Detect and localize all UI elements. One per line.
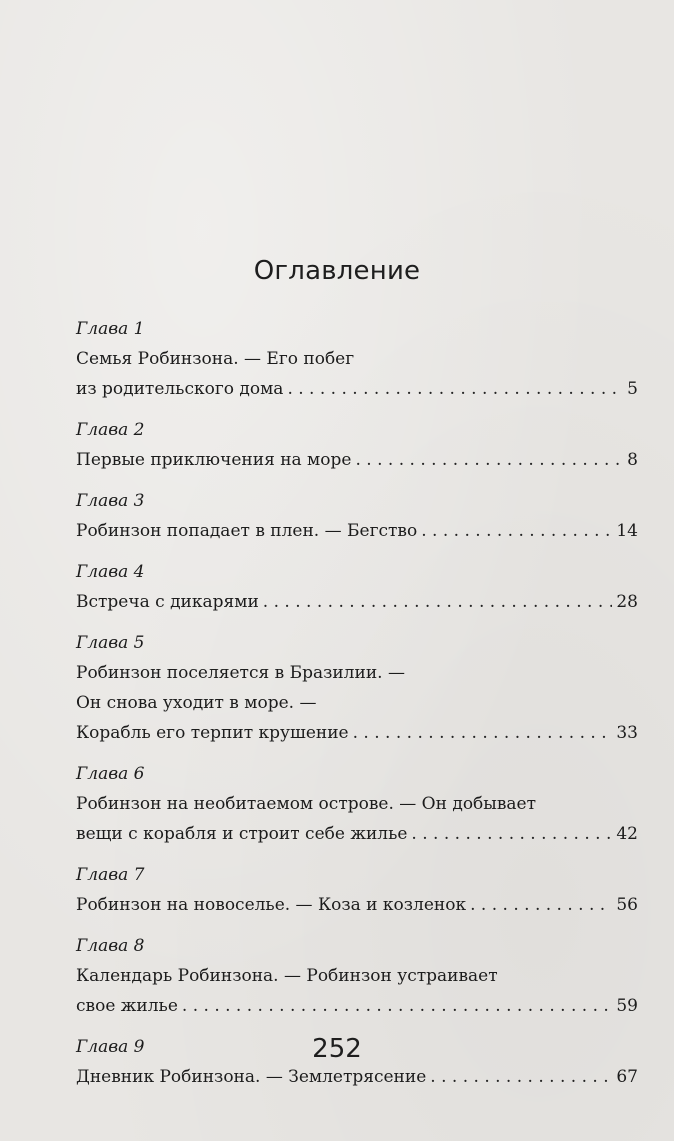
chapter-title-final-line (76, 991, 638, 1021)
dot-leader (182, 991, 612, 1021)
chapter-title-line: Он снова уходит в море. — (76, 693, 317, 713)
chapter-title-final-line (76, 1062, 638, 1092)
toc-entry (76, 628, 638, 748)
chapter-label: Глава 1 (76, 319, 145, 339)
chapter-title-text: Дневник Робинзона. — Землетрясение (76, 1067, 427, 1087)
chapter-label: Глава 6 (76, 764, 145, 784)
chapter-title-final-line (76, 819, 638, 849)
chapter-page-number: 67 (616, 1067, 638, 1087)
chapter-title-text: Встреча с дикарями (76, 592, 259, 612)
chapter-label: Глава 2 (76, 420, 145, 440)
dot-leader (287, 374, 623, 404)
table-of-contents (76, 314, 638, 1103)
toc-entry (76, 759, 638, 849)
chapter-page-number: 28 (616, 592, 638, 612)
toc-entry (76, 314, 638, 404)
chapter-title-line: Семья Робинзона. — Его побег (76, 349, 355, 369)
toc-entry (76, 415, 638, 475)
chapter-title-final-line (76, 374, 638, 404)
toc-entry (76, 486, 638, 546)
toc-entry (76, 557, 638, 617)
chapter-title-text: свое жилье (76, 996, 178, 1016)
chapter-page-number: 42 (616, 824, 638, 844)
toc-heading: Оглавление (253, 256, 421, 286)
dot-leader (430, 1062, 612, 1092)
chapter-label: Глава 5 (76, 633, 145, 653)
chapter-page-number: 5 (627, 379, 638, 399)
dot-leader (263, 587, 613, 617)
dot-leader (411, 819, 612, 849)
chapter-title-text: вещи с корабля и строит себе жилье (76, 824, 408, 844)
chapter-page-number: 14 (616, 521, 638, 541)
chapter-title-final-line (76, 516, 638, 546)
dot-leader (353, 718, 613, 748)
chapter-page-number: 33 (616, 723, 638, 743)
chapter-title-text: Первые приключения на море (76, 450, 352, 470)
chapter-title-line: Робинзон поселяется в Бразилии. — (76, 663, 405, 683)
dot-leader (421, 516, 612, 546)
chapter-page-number: 8 (627, 450, 638, 470)
chapter-title-final-line (76, 587, 638, 617)
chapter-page-number: 56 (616, 895, 638, 915)
chapter-title-final-line (76, 718, 638, 748)
chapter-title-text: Корабль его терпит крушение (76, 723, 349, 743)
chapter-page-number: 59 (616, 996, 638, 1016)
chapter-title-line: Календарь Робинзона. — Робинзон устраивает (76, 966, 498, 986)
toc-entry (76, 860, 638, 920)
toc-entry (76, 931, 638, 1021)
page-number: 252 (312, 1034, 362, 1064)
dot-leader (355, 445, 623, 475)
chapter-title-final-line (76, 890, 638, 920)
chapter-title-line: Робинзон на необитаемом острове. — Он добывает (76, 794, 536, 814)
chapter-label: Глава 9 (76, 1037, 145, 1057)
chapter-label: Глава 7 (76, 865, 145, 885)
chapter-label: Глава 8 (76, 936, 145, 956)
chapter-title-final-line (76, 445, 638, 475)
dot-leader (470, 890, 612, 920)
chapter-title-text: из родительского дома (76, 379, 284, 399)
chapter-title-text: Робинзон попадает в плен. — Бегство (76, 521, 418, 541)
chapter-label: Глава 4 (76, 562, 145, 582)
chapter-title-text: Робинзон на новоселье. — Коза и козленок (76, 895, 467, 915)
chapter-label: Глава 3 (76, 491, 145, 511)
